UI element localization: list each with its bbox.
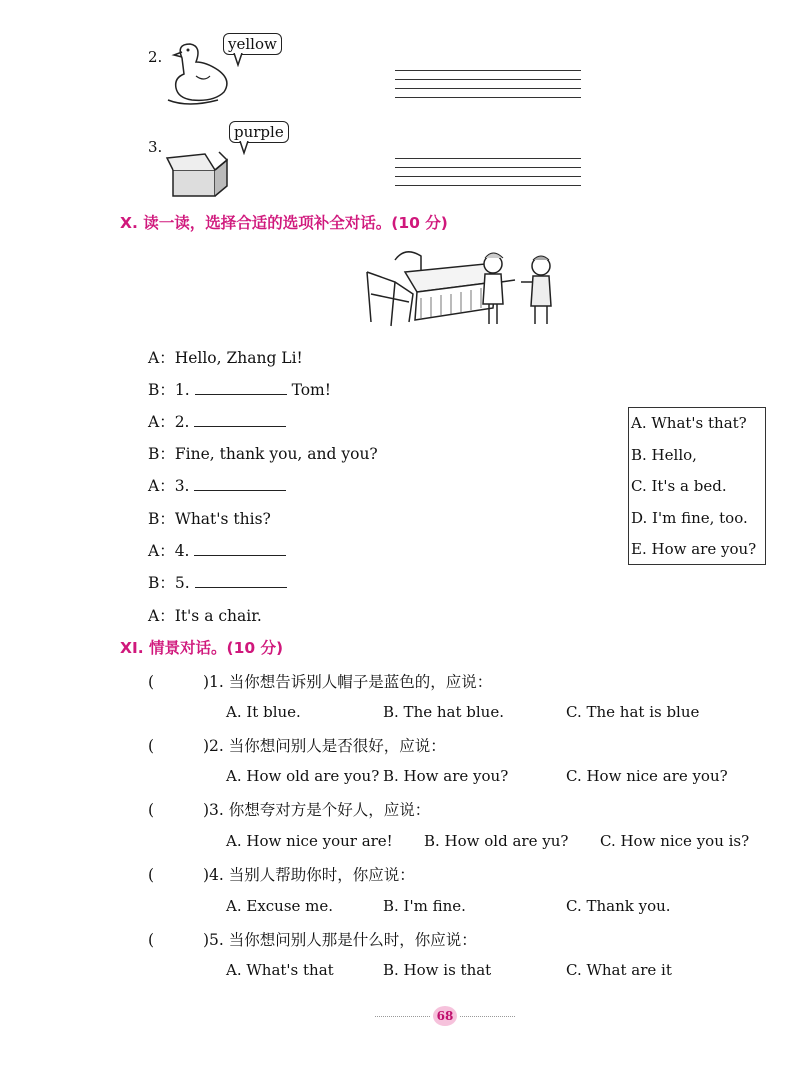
question-5 (148, 928, 477, 950)
dialogue-text: A：It's a chair. (148, 607, 262, 625)
choice-a: A. Excuse me. (226, 897, 334, 915)
speech-bubble-purple: purple (229, 121, 289, 143)
answer-blank-5[interactable] (195, 573, 287, 588)
dialogue-line-2 (148, 378, 331, 400)
answer-blank-1[interactable] (195, 380, 287, 395)
dialogue-text: A：3. (148, 477, 190, 495)
box-illustration (165, 148, 235, 200)
footer-dots-right (460, 1016, 515, 1017)
bubble-tail (238, 141, 252, 155)
option-e: E. How are you? (631, 540, 757, 558)
page-number: 68 (433, 1006, 457, 1026)
option-a: A. What's that? (631, 414, 747, 432)
dialogue-line-4 (148, 442, 378, 464)
question-3 (148, 798, 430, 820)
answer-blank-2[interactable] (194, 412, 286, 427)
dialogue-text: A：Hello, Zhang Li! (148, 349, 303, 367)
answer-lines-2[interactable] (395, 70, 581, 106)
question-1 (148, 670, 492, 692)
answer-lines-3[interactable] (395, 158, 581, 194)
answer-paren[interactable]: ( (148, 931, 155, 949)
answer-blank-3[interactable] (194, 476, 286, 491)
section-xi-title: XI. 情景对话。(10 分) (120, 639, 284, 657)
bedroom-illustration (365, 242, 565, 330)
answer-paren[interactable]: ( (148, 737, 155, 755)
choice-a: A. What's that (226, 961, 334, 979)
dialogue-line-9 (148, 604, 262, 626)
item-3-number: 3. (148, 138, 163, 156)
dialogue-line-3 (148, 410, 286, 432)
choice-c: C. How nice you is? (600, 832, 750, 850)
option-d: D. I'm fine, too. (631, 508, 748, 527)
choice-a: A. How old are you? (226, 767, 380, 785)
footer-dots-left (375, 1016, 430, 1017)
option-b: B. Hello, (631, 445, 697, 464)
choice-b: B. How is that (383, 961, 492, 979)
dialogue-text: B：1. (148, 381, 190, 399)
dialogue-line-1 (148, 346, 303, 368)
choice-c: C. Thank you. (566, 897, 671, 915)
choice-a: A. How nice your are! (226, 832, 393, 850)
answer-blank-4[interactable] (194, 541, 286, 556)
duck-illustration (160, 40, 230, 110)
question-text: )3. 你想夸对方是个好人，应说： (203, 801, 431, 819)
choice-b: B. How old are yu? (424, 832, 569, 850)
answer-paren[interactable]: ( (148, 801, 155, 819)
bubble-tail (232, 53, 246, 67)
answer-paren[interactable]: ( (148, 866, 155, 884)
question-4 (148, 863, 415, 885)
dialogue-text: B：5. (148, 574, 190, 592)
dialogue-line-8 (148, 571, 287, 593)
question-2 (148, 734, 446, 756)
dialogue-line-5 (148, 474, 286, 496)
dialogue-line-6 (148, 507, 271, 529)
choice-a: A. It blue. (226, 703, 301, 721)
dialogue-line-7 (148, 539, 286, 561)
choice-c: C. How nice are you? (566, 767, 728, 785)
question-text: )2. 当你想问别人是否很好，应说： (203, 737, 446, 755)
question-text: )5. 当你想问别人那是什么时，你应说： (203, 931, 477, 949)
item-2-number: 2. (148, 48, 163, 66)
dialogue-text: B：What's this? (148, 510, 271, 528)
question-text: )1. 当你想告诉别人帽子是蓝色的，应说： (203, 673, 493, 691)
choice-c: C. What are it (566, 961, 672, 979)
choice-b: B. I'm fine. (383, 897, 466, 915)
choice-b: B. The hat blue. (383, 703, 504, 721)
choice-b: B. How are you? (383, 767, 509, 785)
dialogue-text: A：4. (148, 542, 190, 560)
dialogue-text: Tom! (291, 381, 331, 399)
answer-paren[interactable]: ( (148, 673, 155, 691)
options-box (628, 407, 766, 565)
dialogue-text: A：2. (148, 413, 190, 431)
section-x-title: X. 读一读，选择合适的选项补全对话。(10 分) (120, 214, 448, 232)
choice-c: C. The hat is blue (566, 703, 700, 721)
dialogue-text: B：Fine, thank you, and you? (148, 445, 378, 463)
option-c: C. It's a bed. (631, 477, 727, 495)
question-text: )4. 当别人帮助你时，你应说： (203, 866, 415, 884)
speech-bubble-yellow: yellow (223, 33, 282, 55)
